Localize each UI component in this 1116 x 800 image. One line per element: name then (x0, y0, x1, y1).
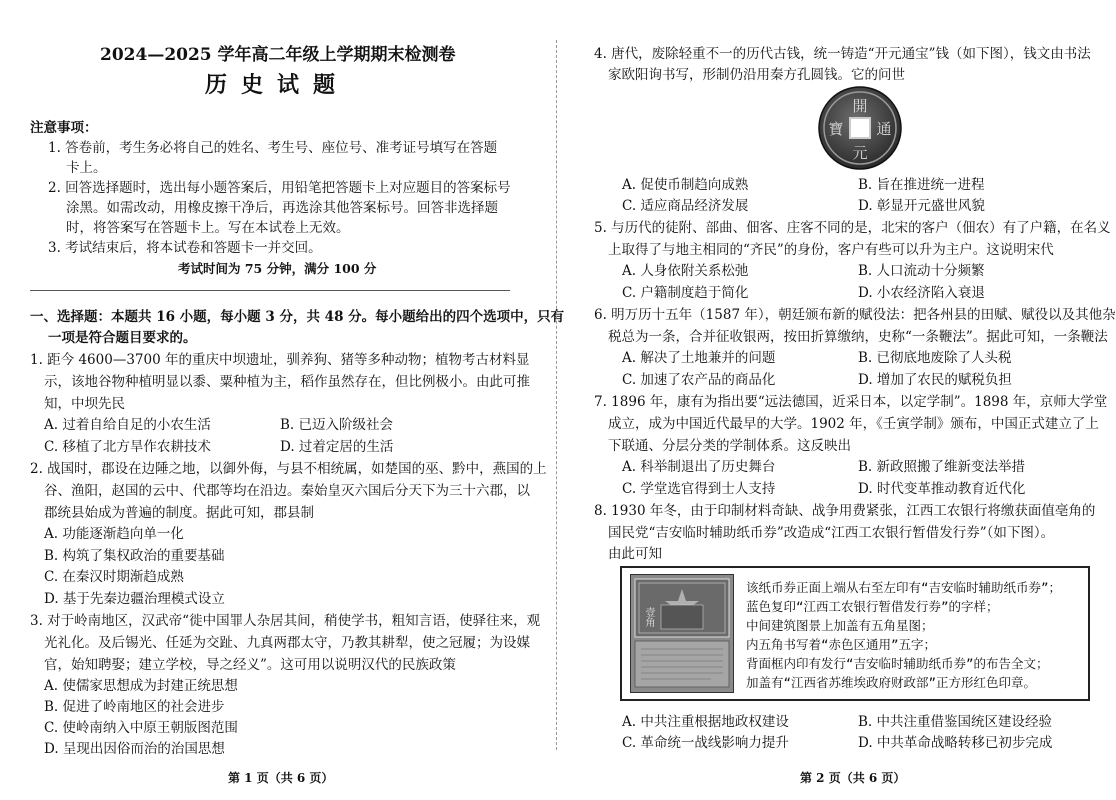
question-2-stem: 2. 战国时，郡设在边陲之地，以御外侮，与县不相统属，如楚国的巫、黔中，燕国的上 (30, 461, 547, 477)
option-c: C. 加速了农产品的商品化 (622, 372, 776, 388)
coin-char-top: 開 (852, 97, 868, 115)
note-line: 该纸币券正面上端从右至左印有“吉安临时辅助纸币券”； (746, 580, 1062, 595)
option-d: D. 增加了农民的赋税负担 (858, 372, 1012, 388)
option-d: D. 中共革命战略转移已初步完成 (858, 735, 1053, 751)
option-c: C. 革命统一战线影响力提升 (622, 735, 789, 751)
question-6-stem: 税总为一条，合并征收银两，按田折算缴纳，史称“一条鞭法”。据此可知，一条鞭法 (608, 329, 1108, 345)
question-1-stem: 知，中坝先民 (44, 396, 125, 412)
question-5-stem: 5. 与历代的徒附、部曲、佃客、庄客不同的是，北宋的客户（佃农）有了户籍，在名义 (594, 220, 1111, 236)
notice-line: 卡上。 (66, 160, 107, 176)
page-footer: 第 2 页（共 6 页） (800, 771, 906, 785)
option-c: C. 适应商品经济发展 (622, 198, 749, 214)
option-b: B. 旨在推进统一进程 (858, 177, 985, 193)
option-c: C. 在秦汉时期渐趋成熟 (44, 569, 184, 585)
notice-line: 时，将答案写在答题卡上。写在本试卷上无效。 (66, 220, 350, 236)
banknote-figure (620, 566, 1090, 701)
option-a: A. 人身依附关系松弛 (622, 263, 749, 279)
page-footer: 第 1 页（共 6 页） (228, 771, 334, 785)
option-c: C. 移植了北方旱作农耕技术 (44, 439, 211, 455)
question-3-stem: 光礼化。及后锡光、任延为交趾、九真两郡太守，乃教其耕犁，使之冠履；为设媒 (44, 635, 530, 651)
subject-title: 历史试题 (205, 72, 350, 98)
option-b: B. 新政照搬了维新变法举措 (858, 459, 1026, 475)
option-b: B. 构筑了集权政治的重要基础 (44, 548, 225, 564)
option-b: B. 已迈入阶级社会 (280, 417, 394, 433)
kaiyuan-coin-image (818, 86, 902, 170)
question-3-stem: 官，始知聘娶；建立学校，导之经义”。这可用以说明汉代的民族政策 (44, 657, 456, 673)
option-a: A. 中共注重根据地政权建设 (622, 714, 789, 730)
note-line: 蓝色复印“江西工农银行暂借发行券”的字样； (746, 599, 999, 614)
question-4-stem: 家欧阳询书写，形制仍沿用秦方孔圆钱。它的问世 (608, 67, 905, 83)
notice-line: 涂黑。如需改动，用橡皮擦干净后，再选涂其他答案标号。回答非选择题 (66, 200, 498, 216)
option-d: D. 基于先秦边疆治理模式设立 (44, 591, 225, 607)
option-d: D. 小农经济陷入衰退 (858, 285, 985, 301)
coin-char-right: 通 (876, 120, 892, 138)
notice-line: 1. 答卷前，考生务必将自己的姓名、考生号、座位号、准考证号填写在答题 (48, 140, 498, 156)
question-2-stem: 郡统县始成为普遍的制度。据此可知，郡县制 (44, 505, 314, 521)
question-7-stem: 成立，成为中国近代最早的大学。1902 年，《壬寅学制》颁布，中国正式建立了上 (608, 416, 1099, 432)
option-b: B. 人口流动十分频繁 (858, 263, 985, 279)
notice-heading: 注意事项： (30, 120, 98, 136)
option-b: B. 中共注重借鉴国统区建设经验 (858, 714, 1053, 730)
section-divider (30, 290, 510, 291)
question-5-stem: 上取得了与地主相同的“齐民”的身份，客户有些可以升为主户。这说明宋代 (608, 242, 1054, 258)
question-2-stem: 谷、渔阳，赵国的云中、代郡等均在沿边。秦始皇灭六国后分天下为三十六郡，以 (44, 483, 530, 499)
option-c: C. 使岭南纳入中原王朝版图范围 (44, 720, 238, 736)
notice-line: 3. 考试结束后，将本试卷和答题卡一并交回。 (48, 240, 322, 256)
question-1-stem: 示，该地谷物种植明显以黍、粟种植为主，稻作虽然存在，但比例极小。由此可推 (44, 374, 530, 390)
exam-title: 2024—2025 学年高二年级上学期期末检测卷 (100, 45, 456, 65)
option-d: D. 时代变革推动教育近代化 (858, 481, 1026, 497)
note-line: 中间建筑图景上加盖有五角星图； (746, 618, 934, 633)
question-4-stem: 4. 唐代，废除轻重不一的历代古钱，统一铸造“开元通宝”钱（如下图），钱文由书法 (594, 46, 1091, 62)
option-d: D. 彰显开元盛世风貌 (858, 198, 985, 214)
banknote-value-label: 壹角 (643, 607, 654, 627)
option-d: D. 过着定居的生活 (280, 439, 394, 455)
option-a: A. 科举制退出了历史舞台 (622, 459, 776, 475)
option-a: A. 过着自给自足的小农生活 (44, 417, 211, 433)
option-a: A. 解决了土地兼并的问题 (622, 350, 776, 366)
option-c: C. 户籍制度趋于简化 (622, 285, 749, 301)
notice-line: 2. 回答选择题时，选出每小题答案后，用铅笔把答题卡上对应题目的答案标号 (48, 180, 511, 196)
option-a: A. 使儒家思想成为封建正统思想 (44, 678, 238, 694)
question-1-stem: 1. 距今 4600—3700 年的重庆中坝遗址，驯养狗、猪等多种动物；植物考古材料显 (30, 352, 530, 368)
option-c: C. 学堂选官得到士人支持 (622, 481, 776, 497)
option-d: D. 呈现出因俗而治的治国思想 (44, 741, 225, 757)
question-7-stem: 7. 1896 年，康有为指出要“远法德国，近采日本，以定学制”。1898 年，京师大学堂 (594, 394, 1108, 410)
coin-char-left: 寶 (828, 120, 844, 138)
banknote-image (630, 574, 734, 693)
option-b: B. 促进了岭南地区的社会进步 (44, 699, 225, 715)
option-a: A. 促使币制趋向成熟 (622, 177, 749, 193)
coin-char-bottom: 元 (852, 144, 868, 162)
note-line: 背面框内印有发行“吉安临时辅助纸币券”的布告全文； (746, 656, 1049, 671)
question-7-stem: 下联通、分层分类的学制体系。这反映出 (608, 438, 851, 454)
time-note: 考试时间为 75 分钟，满分 100 分 (178, 261, 377, 276)
section-heading: 一、选择题：本题共 16 小题，每小题 3 分，共 48 分。每小题给出的四个选项中，只有 (30, 309, 565, 325)
note-line: 内五角书写着“赤色区通用”五字； (746, 637, 937, 652)
question-8-stem: 由此可知 (608, 546, 662, 562)
option-b: B. 已彻底地废除了人头税 (858, 350, 1012, 366)
option-a: A. 功能逐渐趋向单一化 (44, 526, 184, 542)
question-6-stem: 6. 明万历十五年（1587 年），朝廷颁布新的赋役法：把各州县的田赋、赋役以及其他杂 (594, 307, 1116, 323)
question-8-stem: 国民党“吉安临时辅助纸币券”改造成“江西工农银行暂借发行券”（如下图）。 (608, 525, 1055, 541)
page-divider (556, 40, 557, 750)
question-3-stem: 3. 对于岭南地区，汉武帝“徙中国罪人杂居其间，稍使学书，粗知言语，使驿往来，观 (30, 613, 541, 629)
note-line: 加盖有“江西省苏维埃政府财政部”正方形红色印章。 (746, 675, 1037, 690)
question-8-stem: 8. 1930 年冬，由于印制材料奇缺、战争用费紧张，江西工农银行将缴获面值亳角的 (594, 503, 1096, 519)
section-heading: 一项是符合题目要求的。 (48, 330, 197, 346)
